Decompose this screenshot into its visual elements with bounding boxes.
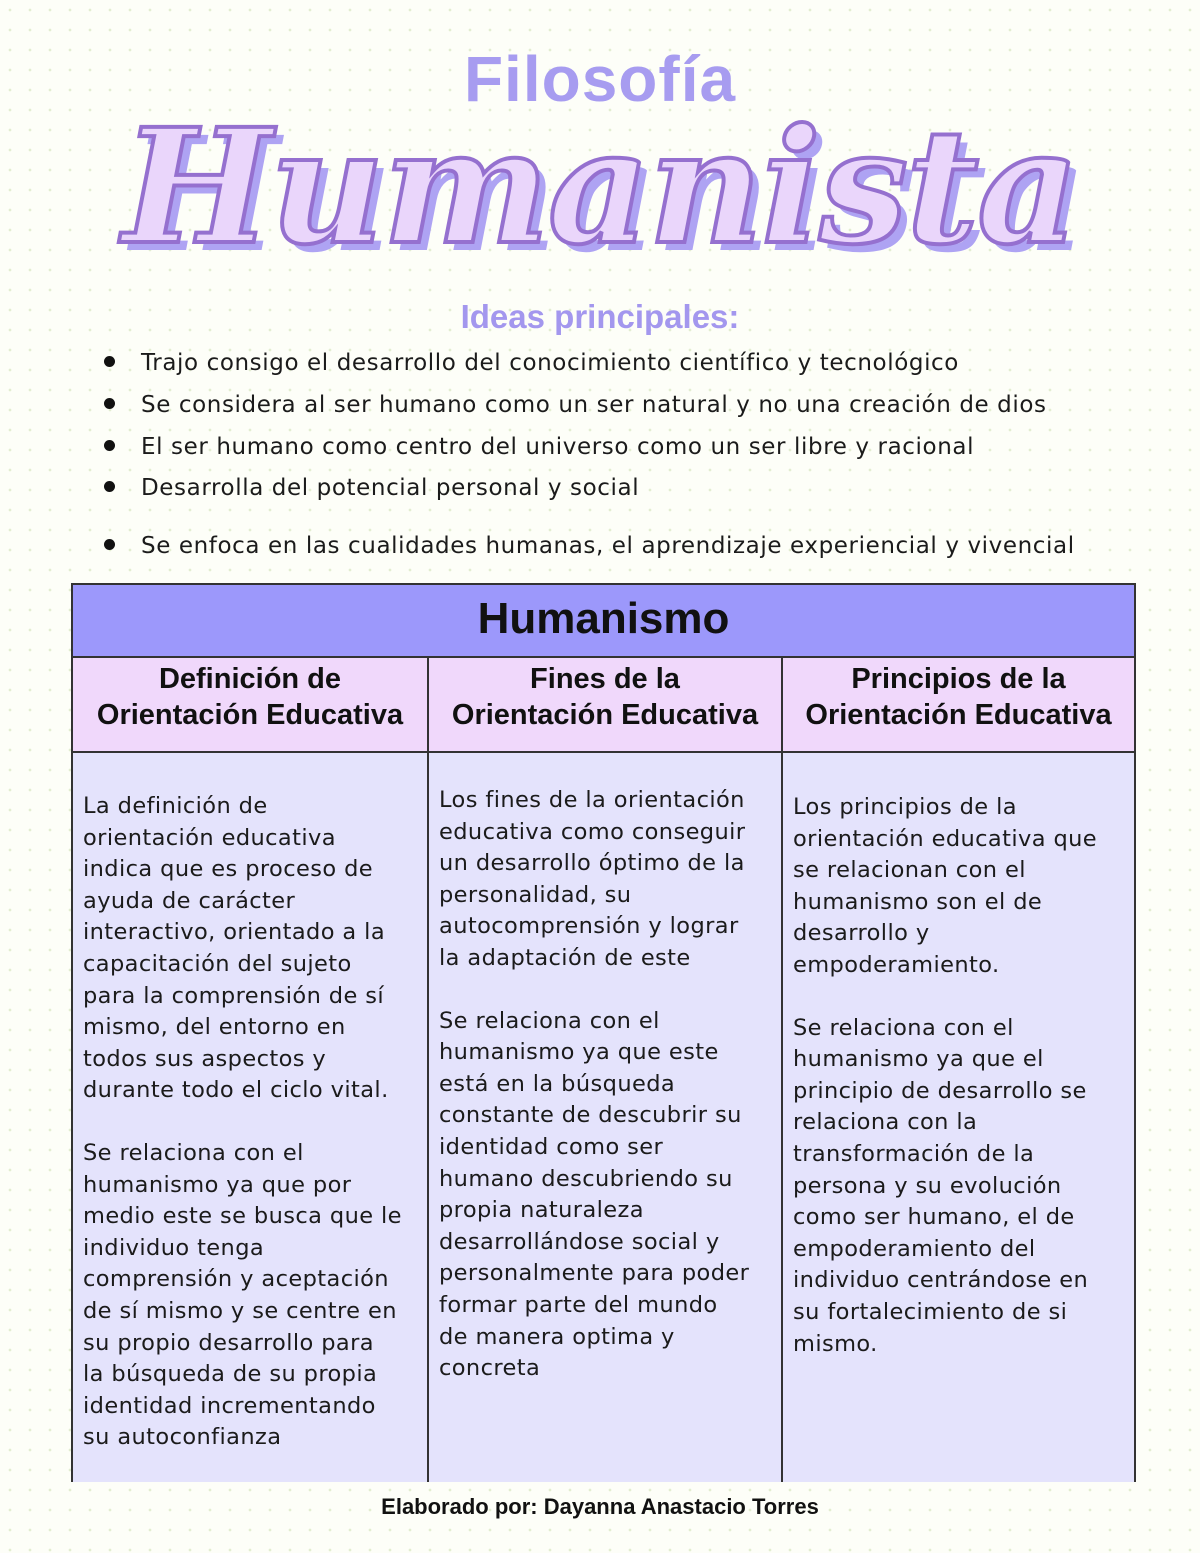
- header-definicion: Definición de Orientación Educativa: [96, 663, 404, 731]
- cell-paragraph: Se relaciona con el humanismo ya que este está en la búsqueda constante de descubrir su identidad como ser humano descubriendo su propia naturaleza desarrollándose social y personalmente para poder formar parte del mundo de manera optima y concreta: [439, 1007, 750, 1382]
- list-item: [104, 350, 959, 376]
- cell-principios: [781, 753, 1134, 1482]
- cell-paragraph: La definición de orientación educativa indica que es proceso de ayuda de carácter interactivo, orientado a la capacitación del sujeto para la comprensión de sí mismo, del entorno en todos sus aspectos y durante todo el ciclo vital.: [83, 793, 389, 1104]
- table-header-row: [73, 658, 1134, 753]
- idea-text: Se enfoca en las cualidades humanas, el aprendizaje experiencial y vivencial: [141, 533, 1075, 559]
- cell-paragraph: Los principios de la orientación educativa que se relacionan con el humanismo son el de desarrollo y empoderamiento.: [793, 794, 1098, 978]
- table-title: Humanismo: [73, 585, 1134, 658]
- list-item: [104, 533, 1075, 559]
- idea-text: Desarrolla del potencial personal y social: [141, 475, 640, 501]
- bullet-icon: [104, 481, 115, 492]
- cell-fines: [427, 753, 781, 1482]
- ideas-heading: Ideas principales:: [460, 298, 740, 335]
- header-principios: Principios de la Orientación Educativa: [781, 658, 1134, 751]
- page-subtitle: Filosofía: [463, 43, 737, 115]
- idea-text: El ser humano como centro del universo como un ser libre y racional: [141, 434, 975, 460]
- bullet-icon: [104, 356, 115, 367]
- page-title: Humanista: [122, 95, 1078, 280]
- author-credit: Elaborado por: Dayanna Anastacio Torres: [381, 1494, 819, 1519]
- list-item: [104, 434, 974, 460]
- cell-definicion: [73, 753, 427, 1482]
- cell-paragraph: Se relaciona con el humanismo ya que el principio de desarrollo se relaciona con la transformación de la persona y su evolución como ser humano, el de empoderamiento del individuo centrándose en su fortalecimiento de si mismo.: [793, 1014, 1089, 1357]
- idea-text: Trajo consigo el desarrollo del conocimiento científico y tecnológico: [141, 350, 959, 376]
- list-item: [104, 475, 639, 501]
- table-body-row: [73, 753, 1134, 1482]
- bullet-icon: [104, 440, 115, 451]
- idea-text: Se considera al ser humano como un ser natural y no una creación de dios: [141, 392, 1047, 418]
- cell-paragraph: Los fines de la orientación educativa como conseguir un desarrollo óptimo de la personalidad, su autocomprensión y lograr la adaptación de este: [439, 787, 746, 971]
- list-item: [104, 392, 1047, 418]
- cell-paragraph: Se relaciona con el humanismo ya que por medio este se busca que le individuo tenga comprensión y aceptación de sí mismo y se centre en su propio desarrollo para la búsqueda de su propia identidad incrementando su autoconfianza: [83, 1139, 402, 1451]
- header-fines: Fines de la Orientación Educativa: [427, 658, 781, 751]
- bullet-icon: [104, 398, 115, 409]
- bullet-icon: [104, 539, 115, 550]
- humanismo-table: [71, 583, 1136, 1482]
